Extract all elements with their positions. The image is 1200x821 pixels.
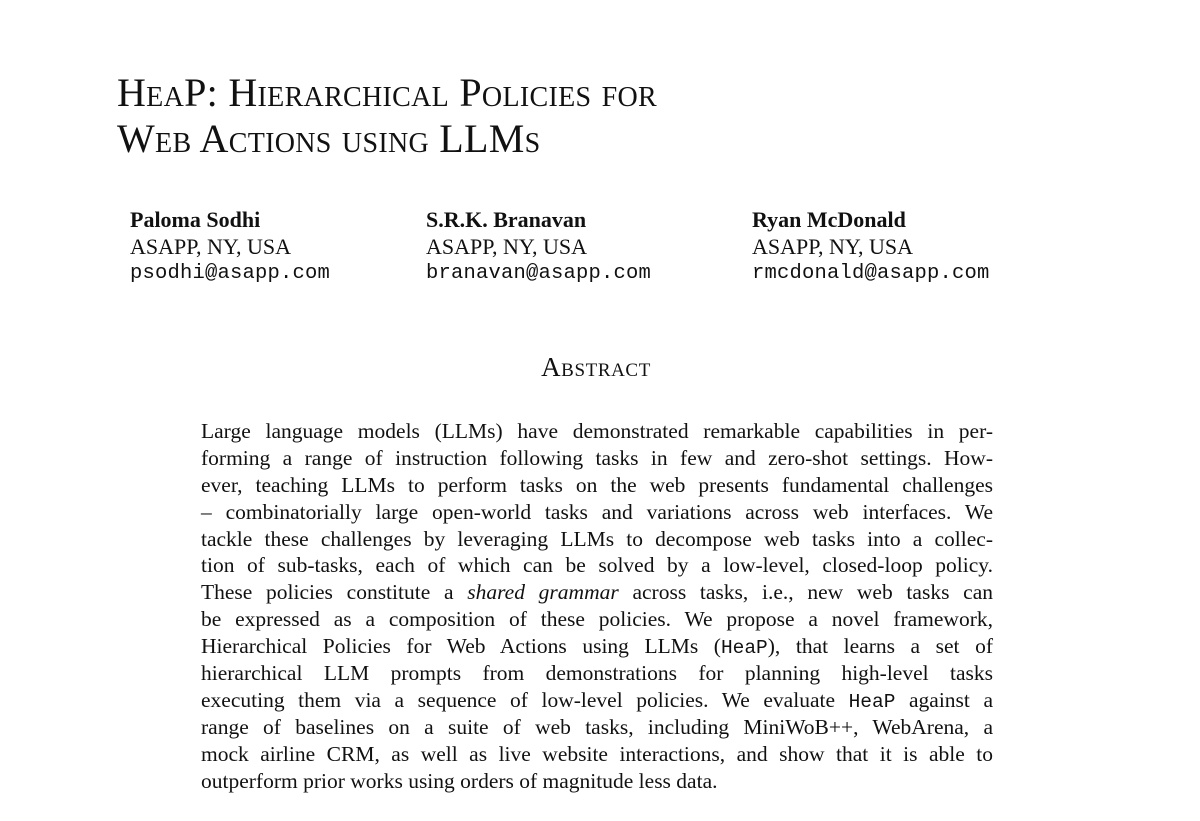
paper-title <box>117 70 657 162</box>
abstract-heading: Abstract <box>541 352 651 382</box>
abstract-line <box>201 633 993 660</box>
author-block-2 <box>426 206 651 287</box>
abstract-text: across tasks, i.e., new web tasks can <box>618 580 993 605</box>
abstract-body <box>201 418 993 794</box>
author-affiliation: ASAPP, NY, USA <box>426 234 587 259</box>
author-email: branavan@asapp.com <box>426 262 652 285</box>
author-email: rmcdonald@asapp.com <box>752 262 990 285</box>
abstract-line <box>201 687 993 714</box>
abstract-line <box>201 579 993 606</box>
abstract-line: tion of sub-tasks, each of which can be solved by a low-level, closed-loop policy. <box>201 553 993 578</box>
abstract-text: against a <box>895 687 993 712</box>
abstract-emphasis: shared grammar <box>467 580 619 605</box>
abstract-line: tackle these challenges by leveraging LLMs to decompose web tasks into a collec- <box>201 526 993 551</box>
author-block-1 <box>130 206 330 287</box>
abstract-line: outperform prior works using orders of magnitude less data. <box>201 768 718 793</box>
author-affiliation: ASAPP, NY, USA <box>130 234 291 259</box>
abstract-line: Large language models (LLMs) have demonstrated remarkable capabilities in per- <box>201 419 993 443</box>
author-name: Ryan McDonald <box>752 207 906 232</box>
abstract-line: hierarchical LLM prompts from demonstrations for planning high-level tasks <box>201 661 993 686</box>
author-email: psodhi@asapp.com <box>130 262 331 285</box>
abstract-text: Hierarchical Policies for Web Actions using LLMs ( <box>201 634 721 659</box>
abstract-text: executing them via a sequence of low-level policies. We evaluate <box>201 687 849 712</box>
abstract-line: forming a range of instruction following tasks in few and zero-shot settings. How- <box>201 445 993 470</box>
abstract-line: – combinatorially large open-world tasks and variations across web interfaces. We <box>201 499 993 524</box>
author-block-3 <box>752 206 990 287</box>
author-affiliation: ASAPP, NY, USA <box>752 234 913 259</box>
method-name-code: HeaP <box>848 690 896 713</box>
abstract-text: These policies constitute a <box>201 580 468 605</box>
abstract-line: be expressed as a composition of these policies. We propose a novel framework, <box>201 607 993 632</box>
author-name: Paloma Sodhi <box>130 207 261 232</box>
title-line-1: HeaP: Hierarchical Policies for <box>117 70 658 115</box>
title-line-2: Web Actions using LLMs <box>117 116 541 161</box>
abstract-line: ever, teaching LLMs to perform tasks on the web presents fundamental challenges <box>201 472 993 497</box>
abstract-text: ), that learns a set of <box>767 634 993 659</box>
abstract-line: mock airline CRM, as well as live website interactions, and show that it is able to <box>201 741 993 766</box>
abstract-line: range of baselines on a suite of web tasks, including MiniWoB++, WebArena, a <box>201 714 993 739</box>
author-name: S.R.K. Branavan <box>426 207 587 232</box>
method-name-code: HeaP <box>720 637 768 660</box>
